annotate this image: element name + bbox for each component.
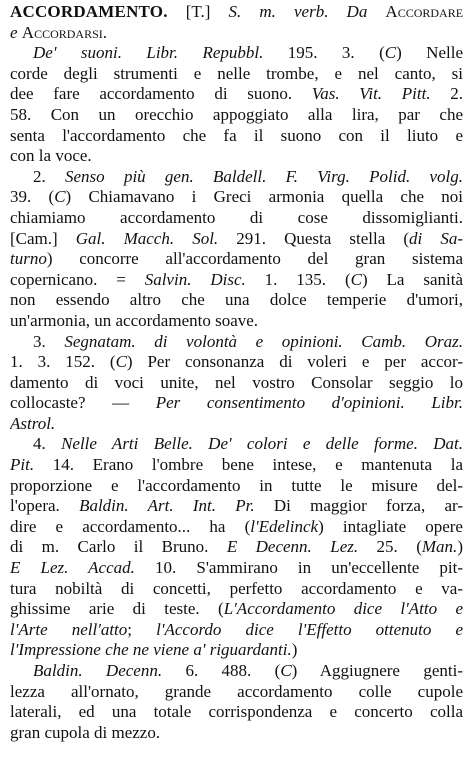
text-line: lezza all'ornato, grande accordamento colle cupole [10,681,463,701]
entry-heading-line-2 [10,23,463,44]
text-line: damento di voci unite, nel vostro Consolar seggio lo [10,372,463,392]
text-line: Baldin. Decenn. 6. 488. (C) Aggiugnere genti- [33,661,463,680]
text-line: 58. Con un orecchio appoggiato alla lira, par che [10,104,463,124]
text-line: l'Impressione che ne viene a' riguardanti.) [10,640,298,660]
text-line: non essendo altro che una dolce temperie d'umori, [10,290,463,310]
text-line: turno) concorre all'accordamento del gran sistema [10,249,463,269]
text-line: proporzione e l'accordamento in tutte le misure del- [10,475,463,495]
text-line: 39. (C) Chiamavano i Greci armonia quella che noi [10,187,463,207]
sense-2-line: 2. Senso più gen. Baldell. F. Virg. Polid. volg. [33,166,463,186]
text-line: laterali, ed una totale corrispondenza e concerto colla [10,702,463,722]
text-line: 1. 3. 152. (C) Per consonanza di voleri e per accor- [10,352,463,372]
text-line: Pit. 14. Erano l'ombre bene intese, e mantenuta la [10,455,463,475]
text-line: senta l'accordamento che fa il suono con il liuto e [10,125,463,145]
text-line: collocaste? — Per consentimento d'opinioni. Libr. [10,393,463,413]
bracket-tag: [T.] [185,2,211,21]
text-line: chiamiamo accordamento di cose dissomiglianti. [10,207,463,227]
text-line: con la voce. [10,146,92,166]
text-line: [Cam.] Gal. Macch. Sol. 291. Questa stella (di Sa- [10,228,463,248]
text-line: tura nobiltà di concetti, perfetto accordamento e va- [10,578,463,598]
etymology-da: Da [346,2,368,21]
entry-heading-line-1 [10,2,463,23]
text-line: dire e accordamento... ha (l'Edelinck) intagliate opere [10,516,463,536]
text-line: dee fare accordamento di suono. Vas. Vit. Pitt. 2. [10,84,463,104]
text-line: ghissime arie di teste. (L'Accordamento dice l'Atto e [10,599,463,619]
text-line: De' suoni. Libr. Repubbl. 195. 3. (C) Nelle [33,43,463,63]
text-line: copernicano. = Salvin. Disc. 1. 135. (C) La sanità [10,269,463,289]
text-line: un'armonia, un accordamento soave. [10,310,259,330]
headword: ACCORDAMENTO. [10,2,168,21]
text-line: gran cupola di mezzo. [10,722,161,742]
etymology-source-1: Accordare [385,2,463,21]
text-line: l'Arte nell'atto; l'Accordo dice l'Effetto ottenuto e [10,619,463,639]
text-line: di m. Carlo il Bruno. E Decenn. Lez. 25. (Man.) [10,537,463,557]
text-line: l'opera. Baldin. Art. Int. Pr. Di maggior forza, ar- [10,496,463,516]
etymology-source-2: Accordarsi. [21,22,108,42]
etymology-e: e [10,22,18,42]
sense-3-line: 3. Segnatam. di volontà e opinioni. Camb. Oraz. [33,331,463,351]
text-line: E Lez. Accad. 10. S'ammirano in un'eccellente pit- [10,558,463,578]
text-line: corde degli strumenti e nelle trombe, e nel canto, si [10,63,463,83]
text-line: Astrol. [10,413,56,433]
part-of-speech: S. m. verb. [228,2,329,21]
sense-4-line: 4. Nelle Arti Belle. De' colori e delle forme. Dat. [33,434,463,454]
